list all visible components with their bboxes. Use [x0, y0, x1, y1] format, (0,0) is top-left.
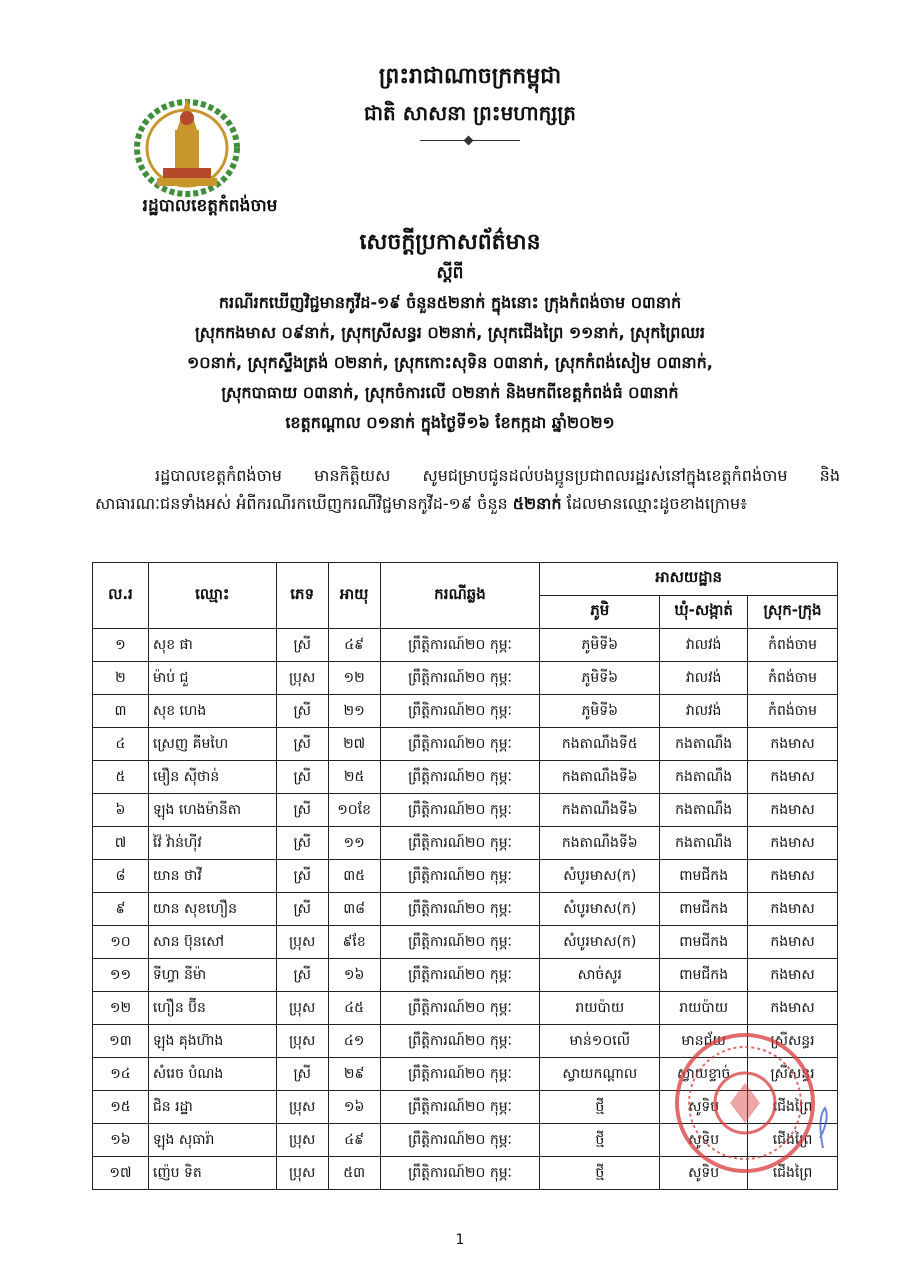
cell-age: ៣៥ — [328, 860, 380, 893]
cell-name: ម៉ាប់ ជួ — [148, 662, 276, 695]
table-row — [93, 761, 838, 794]
header-age: អាយុ — [328, 563, 380, 629]
cell-district: កងមាស — [748, 860, 838, 893]
cell-age: ១៦ — [328, 1091, 380, 1124]
subject-line: ១០នាក់, ស្រុកស្ទឹងត្រង់ ០២នាក់, ស្រុកកោះសុទិន ០៣នាក់, ស្រុកកំពង់សៀម ០៣នាក់, — [187, 353, 713, 372]
cell-commune: ស្វាយខ្ទាច់ — [660, 1058, 748, 1091]
cell-sex: ប្រុស — [276, 1091, 328, 1124]
cell-district: កងមាស — [748, 761, 838, 794]
cell-village: សំបូរមាស(ក) — [540, 860, 660, 893]
cell-no: ១៦ — [93, 1124, 149, 1157]
cell-no: ១ — [93, 629, 149, 662]
cell-age: ២៩ — [328, 1058, 380, 1091]
table-row — [93, 794, 838, 827]
table-row — [93, 728, 838, 761]
header-name: ឈ្មោះ — [148, 563, 276, 629]
table-row — [93, 629, 838, 662]
table-row — [93, 992, 838, 1025]
cell-village: ថ្មី — [540, 1124, 660, 1157]
cell-district: កំពង់ចាម — [748, 662, 838, 695]
cell-district: កំពង់ចាម — [748, 629, 838, 662]
cell-no: ៦ — [93, 794, 149, 827]
cell-age: ១១ — [328, 827, 380, 860]
subject-line: ខេត្តកណ្តាល ០១នាក់ ក្នុងថ្ងៃទី១៦ ខែកក្កដា ឆ្នាំ២០២១ — [285, 413, 615, 432]
cell-name: ឡុង សុធារ៉ា — [148, 1124, 276, 1157]
cell-village: សាច់សូរ — [540, 959, 660, 992]
subject-line: ស្រុកបាធាយ ០៣នាក់, ស្រុកចំការលើ ០២នាក់ និងមកពីខេត្តកំពង់ធំ ០៣នាក់ — [221, 383, 679, 402]
cell-district: កងមាស — [748, 992, 838, 1025]
cell-commune: ពាមជីកង — [660, 959, 748, 992]
cell-sex: ស្រី — [276, 1058, 328, 1091]
cell-sex: ស្រី — [276, 893, 328, 926]
cell-district: កងមាស — [748, 827, 838, 860]
cell-sex: ប្រុស — [276, 1025, 328, 1058]
cell-case: ព្រឹត្តិការណ៍២០ កុម្ភៈ — [380, 662, 540, 695]
cell-commune: វាលវង់ — [660, 629, 748, 662]
cell-sex: ស្រី — [276, 761, 328, 794]
cell-district: ជើងព្រៃ — [748, 1091, 838, 1124]
cell-case: ព្រឹត្តិការណ៍២០ កុម្ភៈ — [380, 860, 540, 893]
cell-name: សាន ប៊ុនសៅ — [148, 926, 276, 959]
cell-village: ស្វាយកណ្តាល — [540, 1058, 660, 1091]
cell-village: មាន់១០លើ — [540, 1025, 660, 1058]
table-row — [93, 959, 838, 992]
cell-commune: កងតាណឹង — [660, 827, 748, 860]
cell-district: កងមាស — [748, 728, 838, 761]
cell-case: ព្រឹត្តិការណ៍២០ កុម្ភៈ — [380, 893, 540, 926]
cell-name: យាន ថាវី — [148, 860, 276, 893]
cell-village: សំបូរមាស(ក) — [540, 893, 660, 926]
about-label: ស្តីពី — [436, 263, 464, 283]
cell-case: ព្រឹត្តិការណ៍២០ កុម្ភៈ — [380, 794, 540, 827]
cell-village: រាយប៉ាយ — [540, 992, 660, 1025]
header-commune: ឃុំ-សង្កាត់ — [660, 596, 748, 629]
cell-case: ព្រឹត្តិការណ៍២០ កុម្ភៈ — [380, 1058, 540, 1091]
intro-text: រដ្ឋបាលខេត្តកំពង់ចាម មានកិត្តិយស សូមជម្រាបជូនដល់បងប្អូនប្រជាពលរដ្ឋរស់នៅក្នុងខេត្តកំពង់ចាម និងសាធារណៈជនទាំងអស់ អំពីករណីរកឃើញករណីវិជ្ជមានកូវីដ-១៩ ចំនួន — [95, 466, 840, 513]
ornament-divider — [420, 140, 520, 141]
cell-age: ២៥ — [328, 761, 380, 794]
cell-no: ១៣ — [93, 1025, 149, 1058]
cell-age: ៤១ — [328, 1025, 380, 1058]
header-sex: ភេទ — [276, 563, 328, 629]
cell-sex: ស្រី — [276, 827, 328, 860]
cell-district: កងមាស — [748, 959, 838, 992]
cell-sex: ប្រុស — [276, 662, 328, 695]
cell-no: ៩ — [93, 893, 149, 926]
cell-case: ព្រឹត្តិការណ៍២០ កុម្ភៈ — [380, 1124, 540, 1157]
cell-sex: ប្រុស — [276, 1157, 328, 1190]
cell-district: ស្រីសន្ធរ — [748, 1058, 838, 1091]
cell-district: ស្រីសន្ធរ — [748, 1025, 838, 1058]
cell-commune: រាយប៉ាយ — [660, 992, 748, 1025]
table-row — [93, 893, 838, 926]
subject-block — [90, 288, 810, 438]
cell-sex: ស្រី — [276, 794, 328, 827]
cell-sex: ស្រី — [276, 629, 328, 662]
cell-name: ស្រេញ គីមហៃ — [148, 728, 276, 761]
cell-name: សុខ ផា — [148, 629, 276, 662]
cell-name: សំរេច បំណង — [148, 1058, 276, 1091]
cell-commune: ពាមជីកង — [660, 893, 748, 926]
cell-case: ព្រឹត្តិការណ៍២០ កុម្ភៈ — [380, 695, 540, 728]
cell-age: ១០ខែ — [328, 794, 380, 827]
table-row — [93, 695, 838, 728]
cell-commune: សូទិប — [660, 1091, 748, 1124]
cell-sex: ស្រី — [276, 728, 328, 761]
cell-no: ១០ — [93, 926, 149, 959]
cell-case: ព្រឹត្តិការណ៍២០ កុម្ភៈ — [380, 926, 540, 959]
cell-age: ៩ខែ — [328, 926, 380, 959]
cell-sex: ស្រី — [276, 860, 328, 893]
issuing-authority: រដ្ឋបាលខេត្តកំពង់ចាម — [142, 196, 278, 216]
cell-name: ឡុង គុងហ៊ាង — [148, 1025, 276, 1058]
cell-name: សុខ ហេង — [148, 695, 276, 728]
cell-no: ១៧ — [93, 1157, 149, 1190]
cell-commune: វាលវង់ — [660, 695, 748, 728]
cell-no: ៤ — [93, 728, 149, 761]
cell-district: កងមាស — [748, 794, 838, 827]
cell-age: ៤៥ — [328, 992, 380, 1025]
cell-name: មឿន ស៊ីថាន់ — [148, 761, 276, 794]
cell-commune: ពាមជីកង — [660, 926, 748, 959]
cell-village: កងតាណឹងទី៥ — [540, 728, 660, 761]
document-title: សេចក្តីប្រកាសព័ត៌មាន — [359, 230, 541, 255]
cell-sex: ប្រុស — [276, 926, 328, 959]
cell-no: ១២ — [93, 992, 149, 1025]
cell-case: ព្រឹត្តិការណ៍២០ កុម្ភៈ — [380, 1157, 540, 1190]
cell-sex: ស្រី — [276, 695, 328, 728]
header-case: ករណីឆ្លង — [380, 563, 540, 629]
cell-district: កំពង់ចាម — [748, 695, 838, 728]
header-no: ល.រ — [93, 563, 149, 629]
header-address: អាសយដ្ឋាន — [540, 563, 838, 596]
cell-commune: កងតាណឹង — [660, 794, 748, 827]
cell-district: ជើងព្រៃ — [748, 1157, 838, 1190]
table-row — [93, 662, 838, 695]
cell-name: ហឿន ប៊ីន — [148, 992, 276, 1025]
table-row — [93, 827, 838, 860]
cell-case: ព្រឹត្តិការណ៍២០ កុម្ភៈ — [380, 1091, 540, 1124]
cell-commune: ពាមជីកង — [660, 860, 748, 893]
cell-case: ព្រឹត្តិការណ៍២០ កុម្ភៈ — [380, 992, 540, 1025]
cell-village: សំបូរមាស(ក) — [540, 926, 660, 959]
cell-village: ភូមិទី៦ — [540, 629, 660, 662]
cell-case: ព្រឹត្តិការណ៍២០ កុម្ភៈ — [380, 827, 540, 860]
cell-age: ១២ — [328, 662, 380, 695]
national-motto: ជាតិ សាសនា ព្រះមហាក្សត្រ — [364, 101, 576, 125]
table-row — [93, 860, 838, 893]
cell-name: ជិន រដ្ឋា — [148, 1091, 276, 1124]
cell-name: ទីហ្វា នីម៉ា — [148, 959, 276, 992]
provincial-emblem-icon — [127, 90, 247, 200]
intro-paragraph — [95, 462, 840, 518]
cell-village: ភូមិទី៦ — [540, 695, 660, 728]
cell-sex: ប្រុស — [276, 1124, 328, 1157]
cell-commune: វាលវង់ — [660, 662, 748, 695]
page-number: 1 — [455, 1232, 465, 1248]
cell-age: ៤៩ — [328, 1124, 380, 1157]
cell-age: ៣៨ — [328, 893, 380, 926]
subject-line: ករណីរកឃើញវិជ្ជមានកូវីដ-១៩ ចំនួន៥២នាក់ ក្នុងនោះ ក្រុងកំពង់ចាម ០៣នាក់ — [218, 293, 682, 312]
cell-no: ១៤ — [93, 1058, 149, 1091]
cell-commune: សូទិប — [660, 1157, 748, 1190]
cell-name: យាន សុខហឿន — [148, 893, 276, 926]
cell-village: ភូមិទី៦ — [540, 662, 660, 695]
cell-no: ១១ — [93, 959, 149, 992]
intro-text-end: ដែលមានឈ្មោះដូចខាងក្រោម៖ — [566, 494, 748, 513]
cell-district: កងមាស — [748, 926, 838, 959]
subject-line: ស្រុកកងមាស ០៩នាក់, ស្រុកស្រីសន្ធរ ០២នាក់, ស្រុកជើងព្រៃ ១១នាក់, ស្រុកព្រៃឈរ — [194, 323, 705, 342]
cell-village: ថ្មី — [540, 1091, 660, 1124]
cell-village: កងតាណឹងទី៦ — [540, 794, 660, 827]
official-seal-icon — [650, 1028, 840, 1178]
cell-name: វ៉ៃ វ៉ាន់ហ៊ីវ — [148, 827, 276, 860]
cell-village: កងតាណឹងទី៦ — [540, 761, 660, 794]
table-row — [93, 926, 838, 959]
case-count: ៥២នាក់ — [512, 494, 562, 513]
cell-case: ព្រឹត្តិការណ៍២០ កុម្ភៈ — [380, 629, 540, 662]
cell-age: ២៧ — [328, 728, 380, 761]
cell-commune: កងតាណឹង — [660, 761, 748, 794]
cell-age: ២១ — [328, 695, 380, 728]
cell-case: ព្រឹត្តិការណ៍២០ កុម្ភៈ — [380, 1025, 540, 1058]
cell-name: ញ៉េប ទិត — [148, 1157, 276, 1190]
header-district: ស្រុក-ក្រុង — [748, 596, 838, 629]
cell-district: កងមាស — [748, 893, 838, 926]
cell-district: ជើងព្រៃ — [748, 1124, 838, 1157]
cell-no: ៥ — [93, 761, 149, 794]
cell-case: ព្រឹត្តិការណ៍២០ កុម្ភៈ — [380, 761, 540, 794]
cell-case: ព្រឹត្តិការណ៍២០ កុម្ភៈ — [380, 728, 540, 761]
cell-village: កងតាណឹងទី៦ — [540, 827, 660, 860]
header-village: ភូមិ — [540, 596, 660, 629]
cell-sex: ស្រី — [276, 959, 328, 992]
cell-no: ២ — [93, 662, 149, 695]
cell-no: ៨ — [93, 860, 149, 893]
cell-commune: មានជ័យ — [660, 1025, 748, 1058]
cell-no: ៧ — [93, 827, 149, 860]
kingdom-heading: ព្រះរាជាណាចក្រកម្ពុជា — [378, 64, 562, 89]
cell-commune: សូទិប — [660, 1124, 748, 1157]
cell-no: ៣ — [93, 695, 149, 728]
cell-commune: កងតាណឹង — [660, 728, 748, 761]
cell-name: ឡុង ហេងម៉ានីតា — [148, 794, 276, 827]
cell-sex: ប្រុស — [276, 992, 328, 1025]
cell-village: ថ្មី — [540, 1157, 660, 1190]
cell-age: ៤៩ — [328, 629, 380, 662]
cell-no: ១៥ — [93, 1091, 149, 1124]
cell-age: ១៦ — [328, 959, 380, 992]
cell-case: ព្រឹត្តិការណ៍២០ កុម្ភៈ — [380, 959, 540, 992]
cell-age: ៥៣ — [328, 1157, 380, 1190]
